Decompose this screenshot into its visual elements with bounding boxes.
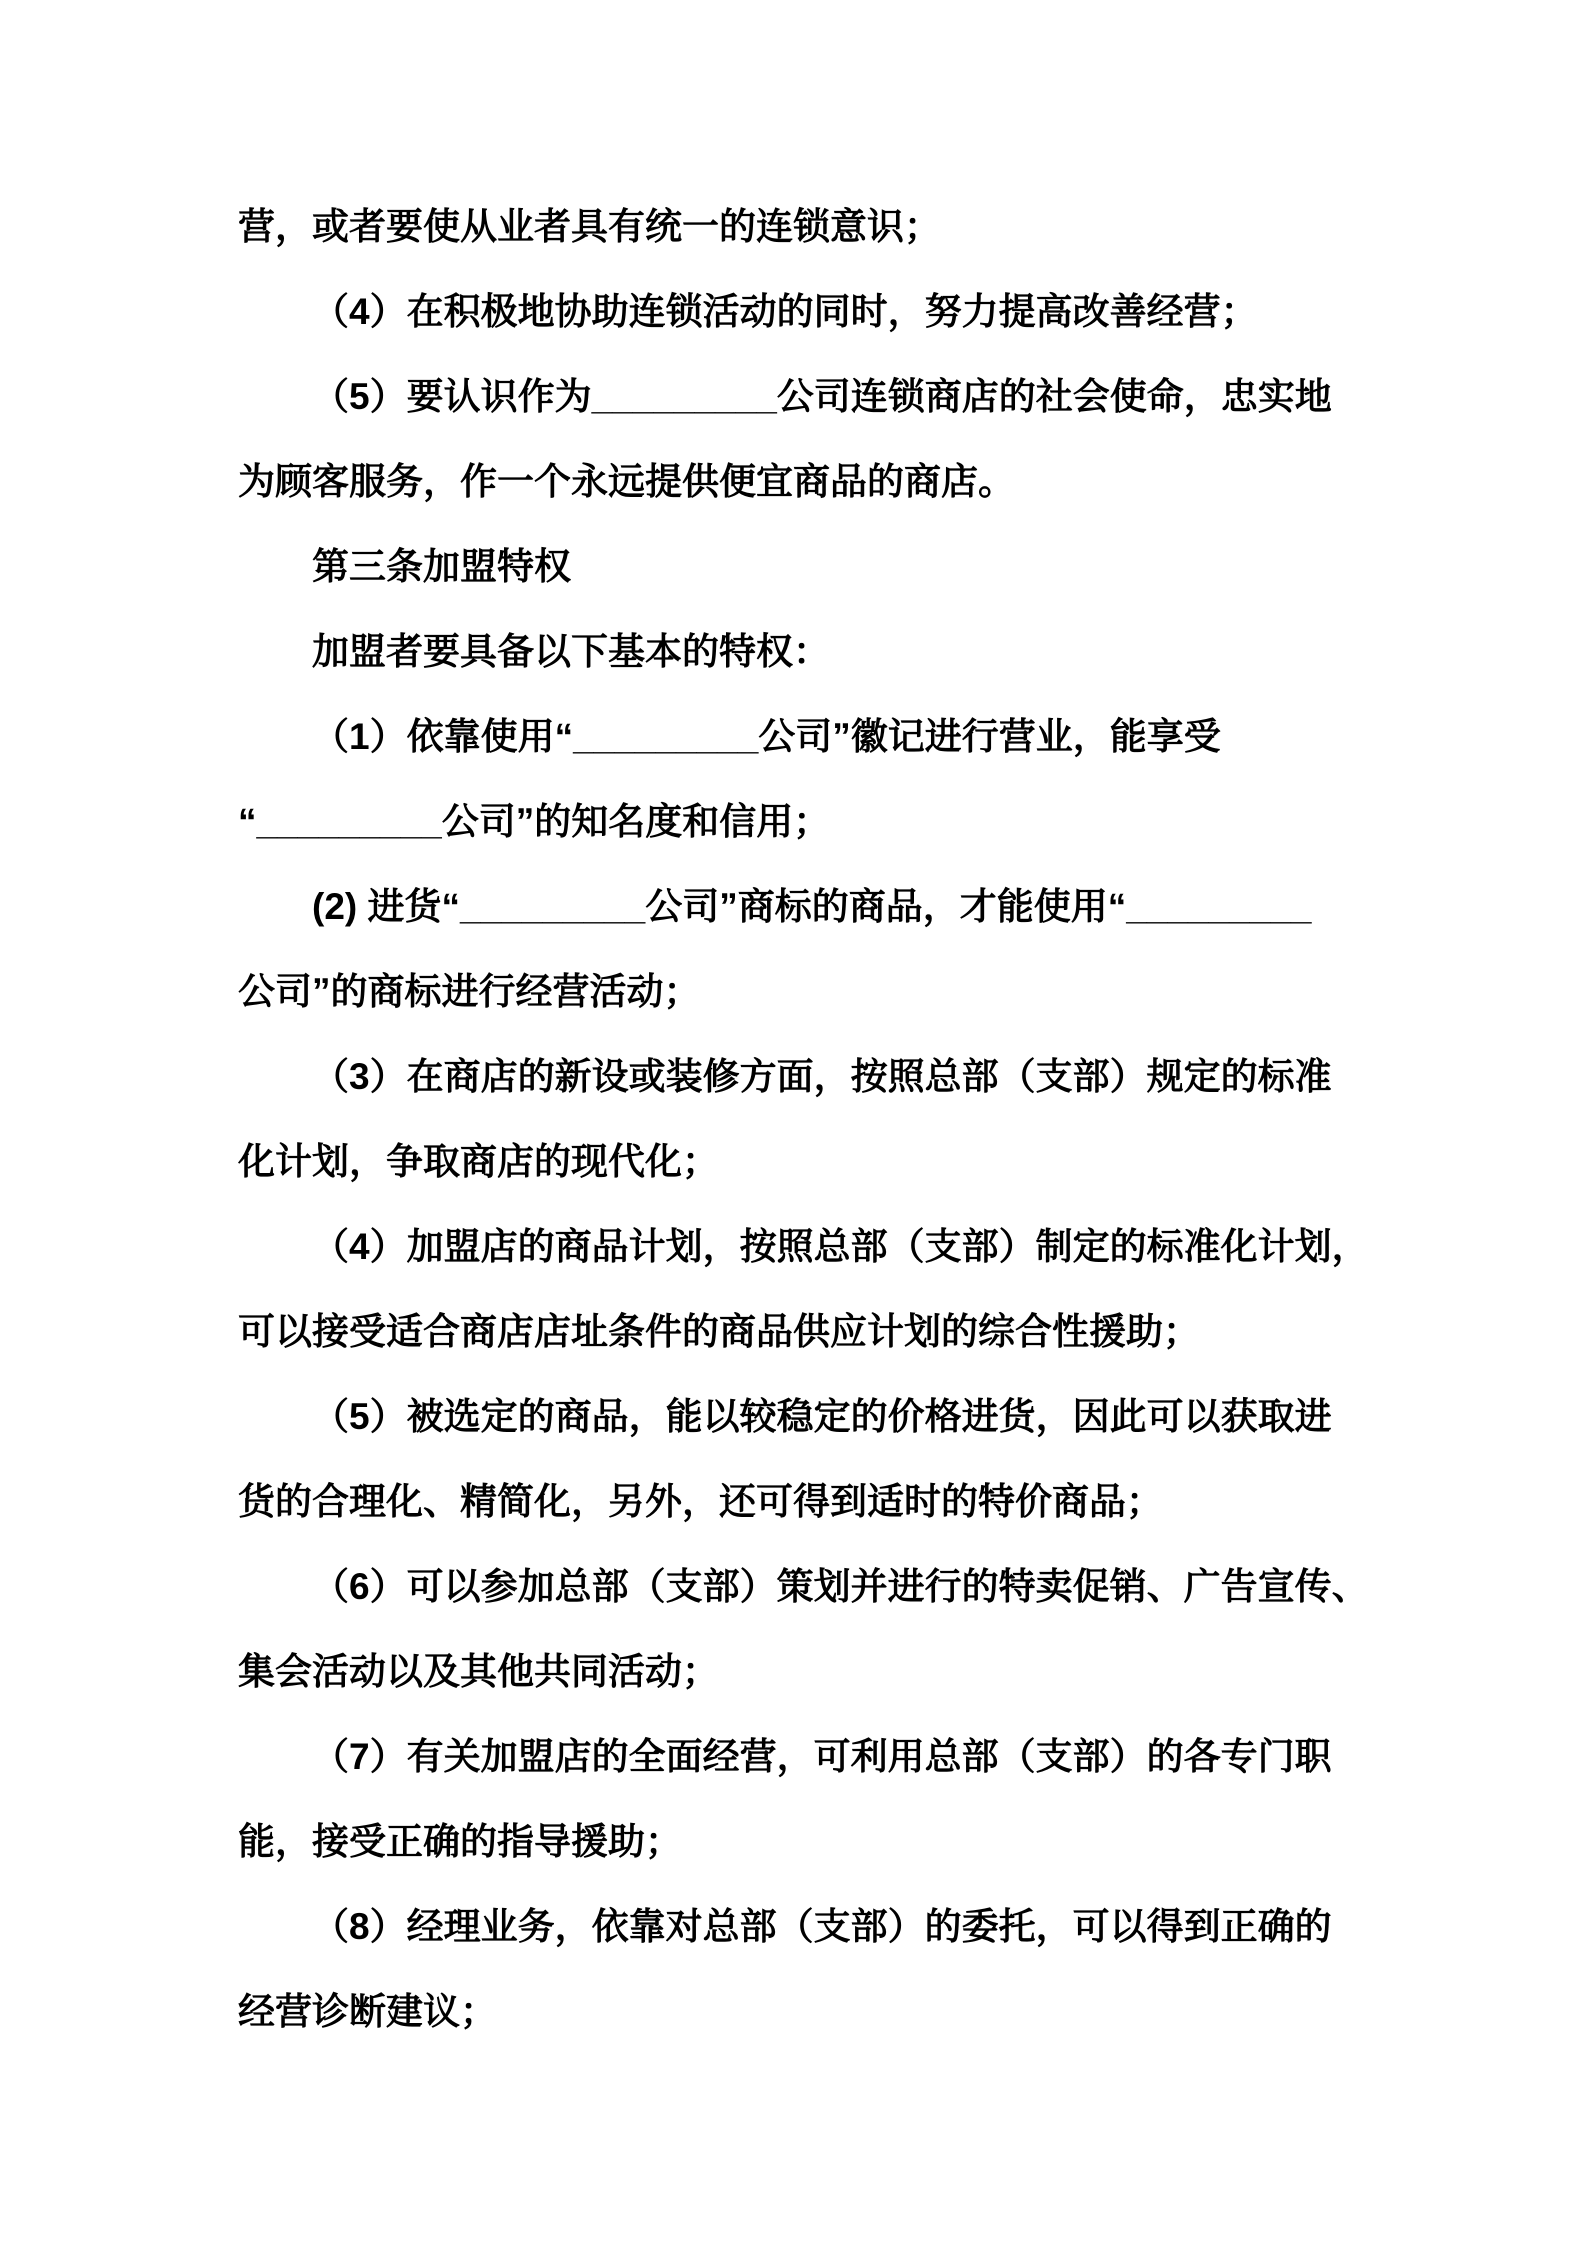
document-line: 营，或者要使从业者具有统一的连锁意识； (238, 206, 941, 247)
document-line: （4）在积极地协助连锁活动的同时，努力提高改善经营； (312, 291, 1258, 332)
document-line: 集会活动以及其他共同活动； (238, 1651, 719, 1692)
document-line: (2) 进货“_________公司”商标的商品，才能使用“_________ (312, 886, 1312, 927)
document-line: 可以接受适合商店店址条件的商品供应计划的综合性援助； (238, 1311, 1200, 1352)
document-line: 加盟者要具备以下基本的特权： (312, 631, 830, 672)
document-line: 为顾客服务，作一个永远提供便宜商品的商店。 (238, 461, 1015, 502)
document-text-column (238, 184, 1388, 2054)
document-line: （5）要认识作为_________公司连锁商店的社会使命，忠实地 (312, 376, 1332, 417)
document-line: 化计划，争取商店的现代化； (238, 1141, 719, 1182)
document-line: （7）有关加盟店的全面经营，可利用总部（支部）的各专门职 (312, 1736, 1332, 1777)
document-line: （6）可以参加总部（支部）策划并进行的特卖促销、广告宣传、 (312, 1566, 1369, 1607)
document-line: （1）依靠使用“_________公司”徽记进行营业，能享受 (312, 716, 1221, 757)
section-heading-line: 第三条加盟特权 (312, 546, 571, 587)
document-line: （5）被选定的商品，能以较稳定的价格进货，因此可以获取进 (312, 1396, 1332, 1437)
document-line: （4）加盟店的商品计划，按照总部（支部）制定的标准化计划， (312, 1226, 1369, 1267)
document-line: （8）经理业务，依靠对总部（支部）的委托，可以得到正确的 (312, 1906, 1332, 1947)
document-line: 能，接受正确的指导援助； (238, 1821, 682, 1862)
document-line: “_________公司”的知名度和信用； (238, 801, 831, 842)
document-line: （3）在商店的新设或装修方面，按照总部（支部）规定的标准 (312, 1056, 1332, 1097)
document-line: 经营诊断建议； (238, 1991, 497, 2032)
document-line: 公司”的商标进行经营活动； (238, 971, 701, 1012)
document-line: 货的合理化、精简化，另外，还可得到适时的特价商品； (238, 1481, 1163, 1522)
